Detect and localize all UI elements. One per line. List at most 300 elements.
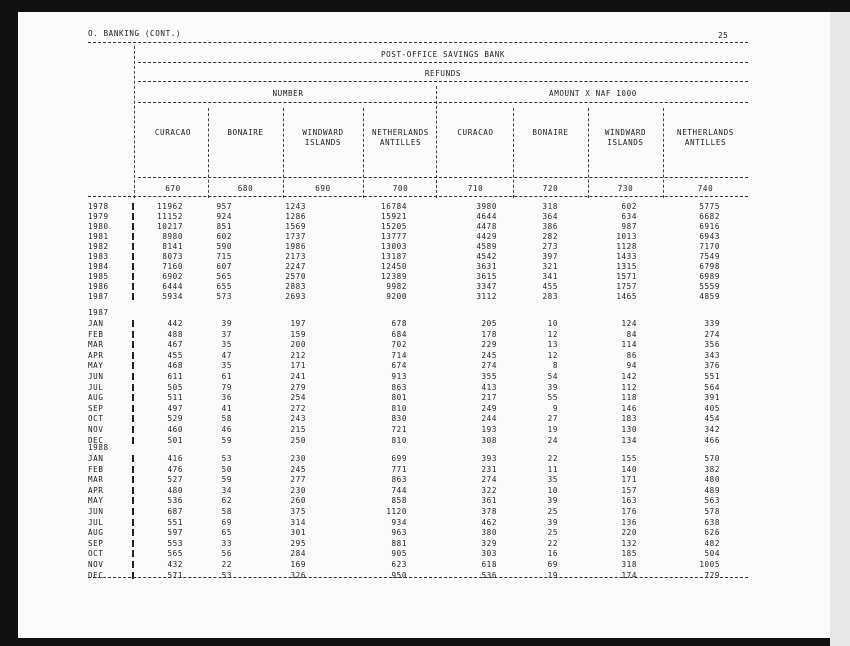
year-heading: 1987 (88, 308, 109, 317)
cell-value: 573 (216, 292, 232, 301)
cell-value: 176 (621, 507, 637, 516)
cell-value: 62 (221, 496, 232, 506)
cell-value: 618 (481, 560, 497, 569)
cell-value: 27 (547, 414, 558, 424)
column-separator (663, 108, 664, 198)
cell-value: 193 (481, 425, 497, 434)
cell-value: 171 (621, 475, 637, 485)
cell-value: 37 (221, 329, 232, 339)
cell-value: 4429 (476, 232, 497, 241)
cell-value: 957 (216, 202, 232, 211)
row-label: MAY (88, 361, 104, 371)
row-label: JAN (88, 319, 104, 328)
cell-value: 355 (481, 372, 497, 381)
cell-value: 3347 (476, 282, 497, 291)
cell-value: 511 (167, 393, 183, 403)
cell-value: 249 (481, 403, 497, 413)
cell-value: 721 (391, 425, 407, 434)
cell-value: 15205 (381, 222, 407, 231)
cell-value: 163 (621, 496, 637, 506)
cell-value: 12 (547, 329, 558, 339)
cell-value: 376 (704, 361, 720, 371)
row-label: JUN (88, 372, 104, 381)
cell-value: 12 (547, 350, 558, 360)
row-label: SEP (88, 538, 104, 548)
cell-value: 134 (621, 435, 637, 445)
cell-value: 24 (547, 435, 558, 445)
cell-value: 1433 (616, 252, 637, 261)
column-header-line2: ANTILLES (379, 138, 422, 147)
cell-value: 3112 (476, 292, 497, 301)
cell-value: 851 (216, 222, 232, 231)
cell-value: 5934 (162, 292, 183, 301)
cell-value: 10 (547, 319, 558, 328)
cell-value: 529 (167, 414, 183, 424)
cell-value: 655 (216, 282, 232, 291)
cell-value: 7170 (699, 242, 720, 251)
cell-value: 454 (704, 414, 720, 424)
cell-value: 11962 (157, 202, 183, 211)
cell-value: 50 (221, 464, 232, 474)
cell-value: 597 (167, 528, 183, 538)
cell-value: 468 (167, 361, 183, 371)
cell-value: 950 (391, 570, 407, 580)
cell-value: 295 (290, 538, 306, 548)
group-amount: AMOUNT X NAF 1000 (549, 89, 637, 98)
row-label: 1986 (88, 282, 109, 291)
cell-value: 386 (542, 222, 558, 231)
row-label: 1981 (88, 232, 109, 241)
cell-value: 58 (221, 507, 232, 516)
cell-value: 22 (221, 560, 232, 569)
cell-value: 536 (481, 570, 497, 580)
cell-value: 130 (621, 425, 637, 434)
cell-value: 58 (221, 414, 232, 424)
cell-value: 283 (542, 292, 558, 301)
cell-value: 2883 (285, 282, 306, 291)
row-label: MAY (88, 496, 104, 506)
row-label: OCT (88, 549, 104, 559)
table-title: POST-OFFICE SAVINGS BANK (380, 50, 506, 59)
cell-value: 35 (221, 340, 232, 350)
cell-value: 1128 (616, 242, 637, 251)
column-header: WINDWARD (604, 128, 647, 137)
column-header: BONAIRE (227, 128, 264, 137)
cell-value: 230 (290, 485, 306, 495)
row-label: OCT (88, 414, 104, 424)
column-separator (588, 108, 589, 198)
cell-value: 432 (167, 560, 183, 569)
cell-value: 245 (290, 464, 306, 474)
cell-value: 460 (167, 425, 183, 434)
cell-value: 279 (290, 382, 306, 392)
cell-value: 35 (547, 475, 558, 485)
cell-value: 132 (621, 538, 637, 548)
cell-value: 34 (221, 485, 232, 495)
row-label: JAN (88, 454, 104, 463)
cell-value: 11 (547, 464, 558, 474)
row-label: NOV (88, 425, 104, 434)
cell-value: 10 (547, 485, 558, 495)
column-separator (513, 108, 514, 198)
group-number: NUMBER (272, 89, 304, 98)
cell-value: 329 (481, 538, 497, 548)
cell-value: 197 (290, 319, 306, 328)
cell-value: 382 (704, 464, 720, 474)
cell-value: 467 (167, 340, 183, 350)
cell-value: 5775 (699, 202, 720, 211)
cell-value: 22 (547, 454, 558, 463)
cell-value: 56 (221, 549, 232, 559)
cell-value: 22 (547, 538, 558, 548)
cell-value: 47 (221, 350, 232, 360)
cell-value: 563 (704, 496, 720, 506)
cell-value: 318 (542, 202, 558, 211)
row-label: DEC (88, 435, 104, 445)
stub-border (134, 46, 135, 198)
cell-value: 260 (290, 496, 306, 506)
cell-value: 455 (167, 350, 183, 360)
cell-value: 200 (290, 340, 306, 350)
cell-value: 231 (481, 464, 497, 474)
row-label: MAR (88, 475, 104, 485)
row-label: 1985 (88, 272, 109, 281)
cell-value: 476 (167, 464, 183, 474)
cell-value: 905 (391, 549, 407, 559)
cell-value: 245 (481, 350, 497, 360)
cell-value: 623 (391, 560, 407, 569)
row-label: APR (88, 350, 104, 360)
cell-value: 159 (290, 329, 306, 339)
row-label: 1978 (88, 202, 109, 211)
row-label: 1982 (88, 242, 109, 251)
cell-value: 1315 (616, 262, 637, 271)
cell-value: 250 (290, 435, 306, 445)
cell-value: 397 (542, 252, 558, 261)
cell-value: 65 (221, 528, 232, 538)
page-number: 25 (718, 31, 729, 40)
cell-value: 364 (542, 212, 558, 221)
column-code: 680 (237, 184, 254, 193)
cell-value: 7160 (162, 262, 183, 271)
cell-value: 244 (481, 414, 497, 424)
cell-value: 830 (391, 414, 407, 424)
divider (138, 62, 748, 63)
cell-value: 684 (391, 329, 407, 339)
row-label: 1987 (88, 292, 109, 301)
cell-value: 7549 (699, 252, 720, 261)
page-edge (830, 12, 850, 646)
cell-value: 272 (290, 403, 306, 413)
cell-value: 638 (704, 517, 720, 527)
cell-value: 55 (547, 393, 558, 403)
cell-value: 136 (621, 517, 637, 527)
cell-value: 4542 (476, 252, 497, 261)
column-code: 730 (617, 184, 634, 193)
cell-value: 229 (481, 340, 497, 350)
cell-value: 858 (391, 496, 407, 506)
cell-value: 714 (391, 350, 407, 360)
column-header-line2: ANTILLES (684, 138, 727, 147)
row-label: FEB (88, 464, 104, 474)
cell-value: 744 (391, 485, 407, 495)
row-label: NOV (88, 560, 104, 569)
cell-value: 3615 (476, 272, 497, 281)
cell-value: 571 (167, 570, 183, 580)
document-page (18, 12, 830, 638)
column-code: 700 (392, 184, 409, 193)
cell-value: 6682 (699, 212, 720, 221)
cell-value: 16784 (381, 202, 407, 211)
cell-value: 607 (216, 262, 232, 271)
cell-value: 497 (167, 403, 183, 413)
cell-value: 480 (704, 475, 720, 485)
cell-value: 442 (167, 319, 183, 328)
cell-value: 13003 (381, 242, 407, 251)
divider (138, 102, 748, 103)
cell-value: 8980 (162, 232, 183, 241)
cell-value: 553 (167, 538, 183, 548)
cell-value: 987 (621, 222, 637, 231)
cell-value: 36 (221, 393, 232, 403)
cell-value: 220 (621, 528, 637, 538)
cell-value: 171 (290, 361, 306, 371)
cell-value: 142 (621, 372, 637, 381)
cell-value: 416 (167, 454, 183, 463)
cell-value: 634 (621, 212, 637, 221)
cell-value: 466 (704, 435, 720, 445)
row-label: 1979 (88, 212, 109, 221)
cell-value: 15921 (381, 212, 407, 221)
cell-value: 39 (547, 382, 558, 392)
row-label: AUG (88, 528, 104, 538)
row-label: 1983 (88, 252, 109, 261)
cell-value: 4859 (699, 292, 720, 301)
divider (88, 196, 748, 197)
cell-value: 215 (290, 425, 306, 434)
column-separator (363, 108, 364, 198)
cell-value: 39 (221, 319, 232, 328)
cell-value: 53 (221, 570, 232, 580)
row-label: SEP (88, 403, 104, 413)
year-heading: 1988 (88, 443, 109, 452)
cell-value: 33 (221, 538, 232, 548)
cell-value: 489 (704, 485, 720, 495)
cell-value: 212 (290, 350, 306, 360)
cell-value: 12450 (381, 262, 407, 271)
column-header: CURACAO (457, 128, 494, 137)
cell-value: 1986 (285, 242, 306, 251)
cell-value: 565 (216, 272, 232, 281)
cell-value: 277 (290, 475, 306, 485)
cell-value: 3631 (476, 262, 497, 271)
cell-value: 687 (167, 507, 183, 516)
cell-value: 505 (167, 382, 183, 392)
cell-value: 678 (391, 319, 407, 328)
cell-value: 934 (391, 517, 407, 527)
cell-value: 564 (704, 382, 720, 392)
cell-value: 243 (290, 414, 306, 424)
cell-value: 178 (481, 329, 497, 339)
cell-value: 501 (167, 435, 183, 445)
column-header: CURACAO (154, 128, 192, 137)
cell-value: 1737 (285, 232, 306, 241)
cell-value: 1013 (616, 232, 637, 241)
cell-value: 2173 (285, 252, 306, 261)
cell-value: 183 (621, 414, 637, 424)
cell-value: 1569 (285, 222, 306, 231)
cell-value: 274 (481, 475, 497, 485)
cell-value: 2570 (285, 272, 306, 281)
cell-value: 1005 (699, 560, 720, 569)
cell-value: 13 (547, 340, 558, 350)
cell-value: 480 (167, 485, 183, 495)
cell-value: 254 (290, 393, 306, 403)
cell-value: 25 (547, 507, 558, 516)
cell-value: 185 (621, 549, 637, 559)
cell-value: 551 (704, 372, 720, 381)
cell-value: 6902 (162, 272, 183, 281)
cell-value: 342 (704, 425, 720, 434)
cell-value: 274 (481, 361, 497, 371)
cell-value: 282 (542, 232, 558, 241)
cell-value: 2693 (285, 292, 306, 301)
section-title: O. BANKING (CONT.) (88, 29, 182, 38)
cell-value: 53 (221, 454, 232, 463)
cell-value: 863 (391, 475, 407, 485)
cell-value: 536 (167, 496, 183, 506)
cell-value: 391 (704, 393, 720, 403)
cell-value: 140 (621, 464, 637, 474)
cell-value: 9200 (386, 292, 407, 301)
cell-value: 5559 (699, 282, 720, 291)
row-label: MAR (88, 340, 104, 350)
column-separator (283, 108, 284, 198)
cell-value: 378 (481, 507, 497, 516)
cell-value: 924 (216, 212, 232, 221)
cell-value: 913 (391, 372, 407, 381)
cell-value: 61 (221, 372, 232, 381)
cell-value: 230 (290, 454, 306, 463)
cell-value: 118 (621, 393, 637, 403)
cell-value: 19 (547, 570, 558, 580)
cell-value: 462 (481, 517, 497, 527)
column-code: 740 (697, 184, 714, 193)
cell-value: 626 (704, 528, 720, 538)
cell-value: 380 (481, 528, 497, 538)
cell-value: 482 (704, 538, 720, 548)
cell-value: 301 (290, 528, 306, 538)
cell-value: 9 (552, 403, 558, 413)
cell-value: 1286 (285, 212, 306, 221)
cell-value: 413 (481, 382, 497, 392)
cell-value: 69 (547, 560, 558, 569)
cell-value: 1757 (616, 282, 637, 291)
cell-value: 241 (290, 372, 306, 381)
cell-value: 1571 (616, 272, 637, 281)
cell-value: 13777 (381, 232, 407, 241)
cell-value: 8073 (162, 252, 183, 261)
cell-value: 702 (391, 340, 407, 350)
column-header: NETHERLANDS (677, 128, 734, 137)
cell-value: 10217 (157, 222, 183, 231)
cell-value: 86 (626, 350, 637, 360)
cell-value: 69 (221, 517, 232, 527)
cell-value: 274 (704, 329, 720, 339)
cell-value: 16 (547, 549, 558, 559)
column-code: 720 (542, 184, 559, 193)
cell-value: 6916 (699, 222, 720, 231)
cell-value: 59 (221, 475, 232, 485)
cell-value: 771 (391, 464, 407, 474)
cell-value: 393 (481, 454, 497, 463)
cell-value: 527 (167, 475, 183, 485)
row-label: JUL (88, 517, 104, 527)
cell-value: 19 (547, 425, 558, 434)
cell-value: 114 (621, 340, 637, 350)
cell-value: 1243 (285, 202, 306, 211)
cell-value: 157 (621, 485, 637, 495)
cell-value: 602 (621, 202, 637, 211)
divider (138, 81, 748, 82)
cell-value: 9982 (386, 282, 407, 291)
cell-value: 46 (221, 425, 232, 434)
cell-value: 565 (167, 549, 183, 559)
cell-value: 6989 (699, 272, 720, 281)
cell-value: 578 (704, 507, 720, 516)
cell-value: 94 (626, 361, 637, 371)
cell-value: 25 (547, 528, 558, 538)
cell-value: 356 (704, 340, 720, 350)
cell-value: 611 (167, 372, 183, 381)
cell-value: 341 (542, 272, 558, 281)
column-header-line2: ISLANDS (607, 138, 644, 147)
column-header: WINDWARD (302, 128, 344, 137)
cell-value: 375 (290, 507, 306, 516)
cell-value: 361 (481, 496, 497, 506)
cell-value: 551 (167, 517, 183, 527)
cell-value: 12389 (381, 272, 407, 281)
cell-value: 810 (391, 435, 407, 445)
row-label: APR (88, 485, 104, 495)
cell-value: 314 (290, 517, 306, 527)
cell-value: 881 (391, 538, 407, 548)
cell-value: 8141 (162, 242, 183, 251)
column-header: NETHERLANDS (372, 128, 429, 137)
cell-value: 11152 (157, 212, 183, 221)
cell-value: 124 (621, 319, 637, 328)
cell-value: 455 (542, 282, 558, 291)
column-code: 670 (165, 184, 181, 193)
cell-value: 84 (626, 329, 637, 339)
table-subtitle: REFUNDS (424, 69, 462, 78)
column-code: 710 (467, 184, 484, 193)
row-label: DEC (88, 570, 104, 580)
cell-value: 343 (704, 350, 720, 360)
divider (88, 42, 748, 43)
cell-value: 504 (704, 549, 720, 559)
cell-value: 1120 (386, 507, 407, 516)
cell-value: 155 (621, 454, 637, 463)
cell-value: 405 (704, 403, 720, 413)
cell-value: 963 (391, 528, 407, 538)
cell-value: 4644 (476, 212, 497, 221)
cell-value: 326 (290, 570, 306, 580)
cell-value: 79 (221, 382, 232, 392)
cell-value: 205 (481, 319, 497, 328)
divider (138, 177, 748, 178)
cell-value: 322 (481, 485, 497, 495)
